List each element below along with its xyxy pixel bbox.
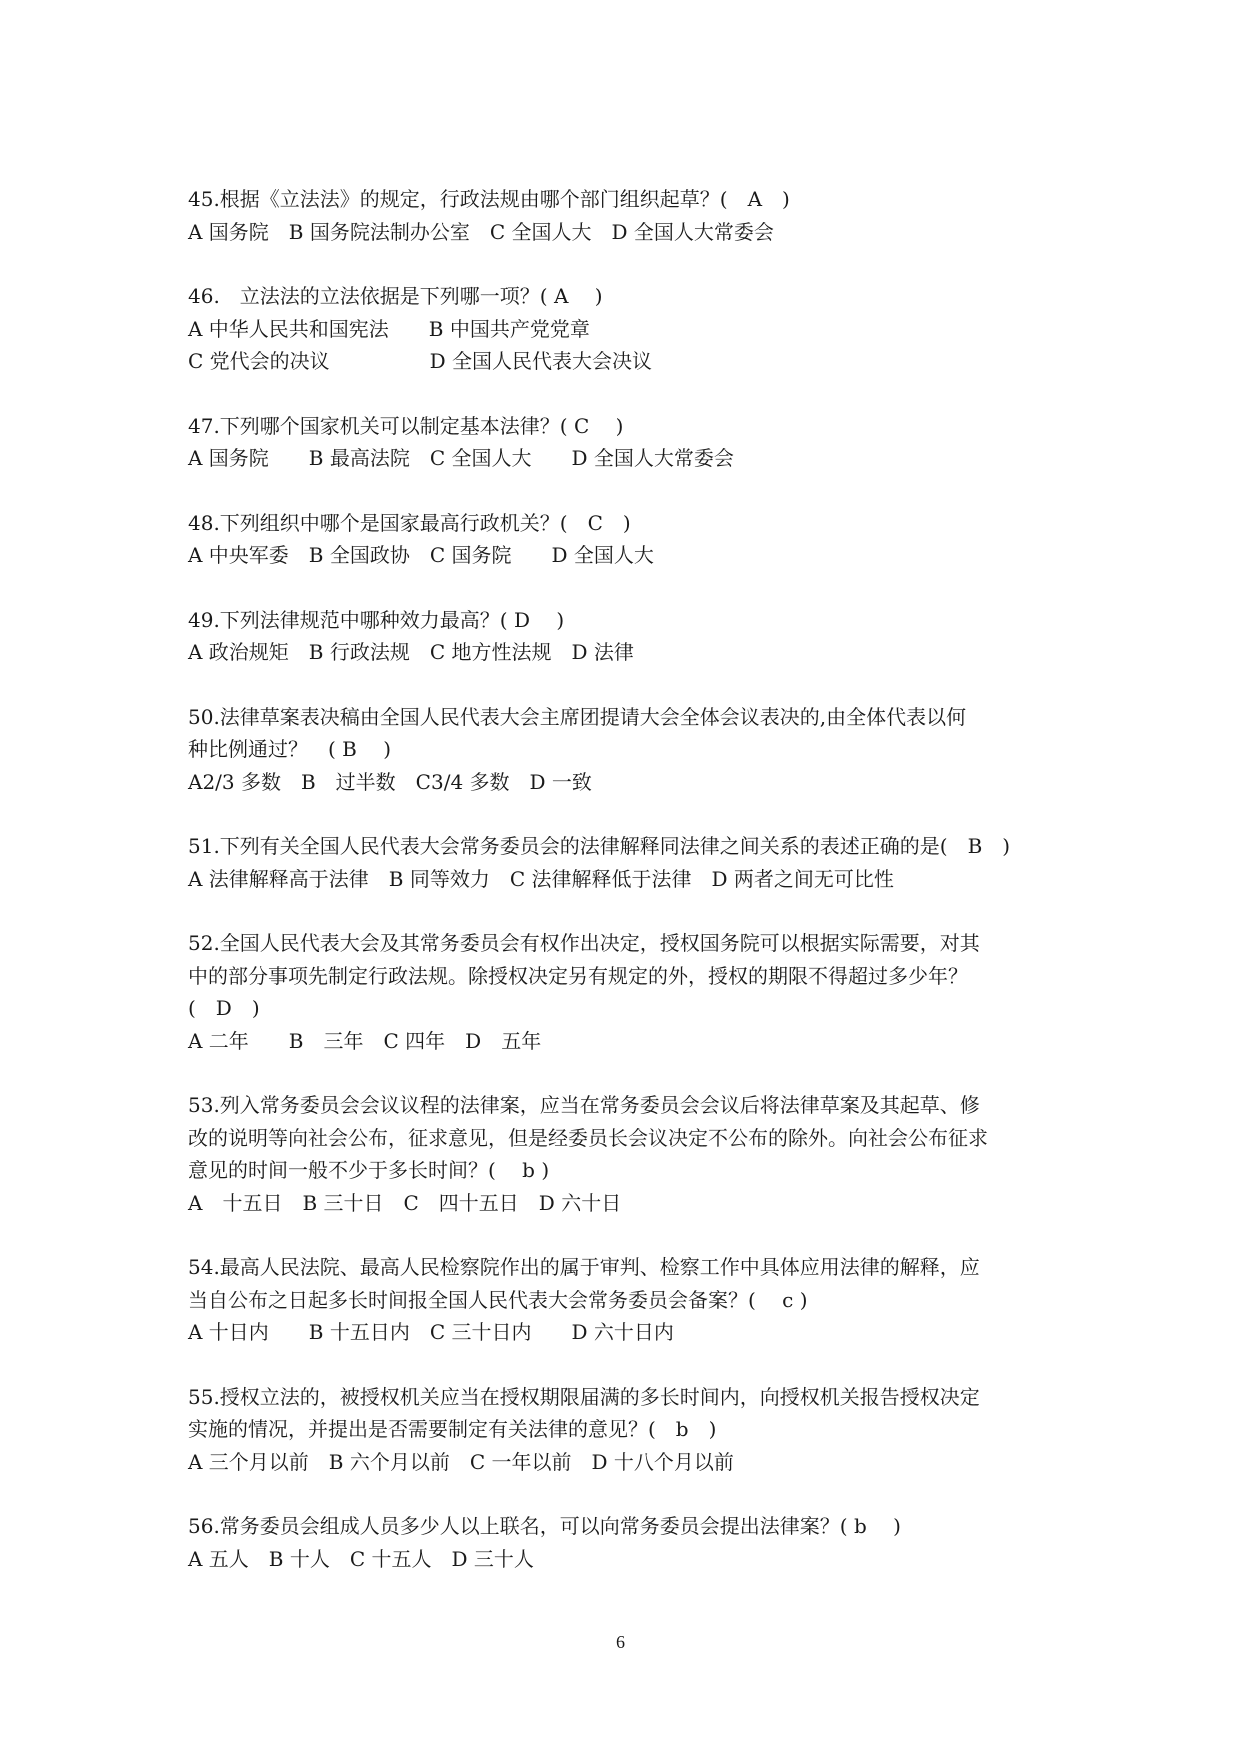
answer-options: A2/3 多数 B 过半数 C3/4 多数 D 一致 xyxy=(188,769,592,794)
question-51 xyxy=(188,830,1088,895)
question-text: 中的部分事项先制定行政法规。除授权决定另有规定的外，授权的期限不得超过多少年？ xyxy=(188,963,968,988)
answer-options: A 十日内 B 十五日内 C 三十日内 D 六十日内 xyxy=(188,1320,674,1344)
question-52 xyxy=(188,927,1088,1057)
question-47 xyxy=(188,410,1088,475)
page-number: 6 xyxy=(616,1632,625,1652)
answer-options: A 国务院 B 国务院法制办公室 C 全国人大 D 全国人大常委会 xyxy=(188,219,774,244)
question-text: 当自公布之日起多长时间报全国人民代表大会常务委员会备案？( c ) xyxy=(188,1287,808,1312)
question-54 xyxy=(188,1251,1088,1349)
question-53 xyxy=(188,1089,1088,1219)
question-text: 50.法律草案表决稿由全国人民代表大会主席团提请大会全体会议表决的,由全体代表以何 xyxy=(188,704,967,729)
question-text: 54.最高人民法院、最高人民检察院作出的属于审判、检察工作中具体应用法律的解释，应 xyxy=(188,1255,980,1279)
question-text: 45.根据《立法法》的规定，行政法规由哪个部门组织起草？( A ) xyxy=(188,187,790,211)
answer-options: A 三个月以前 B 六个月以前 C 一年以前 D 十八个月以前 xyxy=(188,1449,734,1474)
answer-options: A 五人 B 十人 C 十五人 D 三十人 xyxy=(188,1546,534,1571)
answer-options: A 二年 B 三年 C 四年 D 五年 xyxy=(188,1028,542,1053)
question-text: 53.列入常务委员会会议议程的法律案，应当在常务委员会会议后将法律草案及其起草、修 xyxy=(188,1093,980,1117)
answer-options: A 中央军委 B 全国政协 C 国务院 D 全国人大 xyxy=(188,543,654,567)
question-50 xyxy=(188,701,1088,799)
question-text: 56.常务委员会组成人员多少人以上联名，可以向常务委员会提出法律案？( b ) xyxy=(188,1514,901,1538)
question-text: 52.全国人民代表大会及其常务委员会有权作出决定，授权国务院可以根据实际需要，对其 xyxy=(188,931,980,955)
question-text: 46. 立法法的立法依据是下列哪一项？( A ) xyxy=(188,284,603,308)
question-text: 55.授权立法的，被授权机关应当在授权期限届满的多长时间内，向授权机关报告授权决定 xyxy=(188,1384,980,1409)
question-text: ( D ) xyxy=(188,996,260,1020)
question-48 xyxy=(188,507,1088,572)
question-49 xyxy=(188,604,1088,669)
question-list xyxy=(188,183,1088,1607)
question-text: 51.下列有关全国人民代表大会常务委员会的法律解释同法律之间关系的表述正确的是( B ) xyxy=(188,834,1011,858)
question-text: 种比例通过？ ( B ) xyxy=(188,737,392,761)
question-text: 意见的时间一般不少于多长时间？( b ) xyxy=(188,1158,550,1182)
question-text: 47.下列哪个国家机关可以制定基本法律？( C ) xyxy=(188,413,624,438)
question-text: 48.下列组织中哪个是国家最高行政机关？( C ) xyxy=(188,510,631,535)
answer-options: A 十五日 B 三十日 C 四十五日 D 六十日 xyxy=(188,1190,622,1215)
answer-options: C 党代会的决议 D 全国人民代表大会决议 xyxy=(188,349,653,373)
answer-options: A 中华人民共和国宪法 B 中国共产党党章 xyxy=(188,316,590,341)
question-text: 49.下列法律规范中哪种效力最高？( D ) xyxy=(188,607,565,632)
question-46 xyxy=(188,280,1088,378)
answer-options: A 国务院 B 最高法院 C 全国人大 D 全国人大常委会 xyxy=(188,446,734,470)
question-55 xyxy=(188,1381,1088,1479)
question-45 xyxy=(188,183,1088,248)
question-text: 改的说明等向社会公布，征求意见，但是经委员长会议决定不公布的除外。向社会公布征求 xyxy=(188,1125,988,1150)
answer-options: A 法律解释高于法律 B 同等效力 C 法律解释低于法律 D 两者之间无可比性 xyxy=(188,866,894,891)
question-56 xyxy=(188,1510,1088,1575)
question-text: 实施的情况，并提出是否需要制定有关法律的意见？( b ) xyxy=(188,1417,717,1441)
answer-options: A 政治规矩 B 行政法规 C 地方性法规 D 法律 xyxy=(188,640,634,664)
